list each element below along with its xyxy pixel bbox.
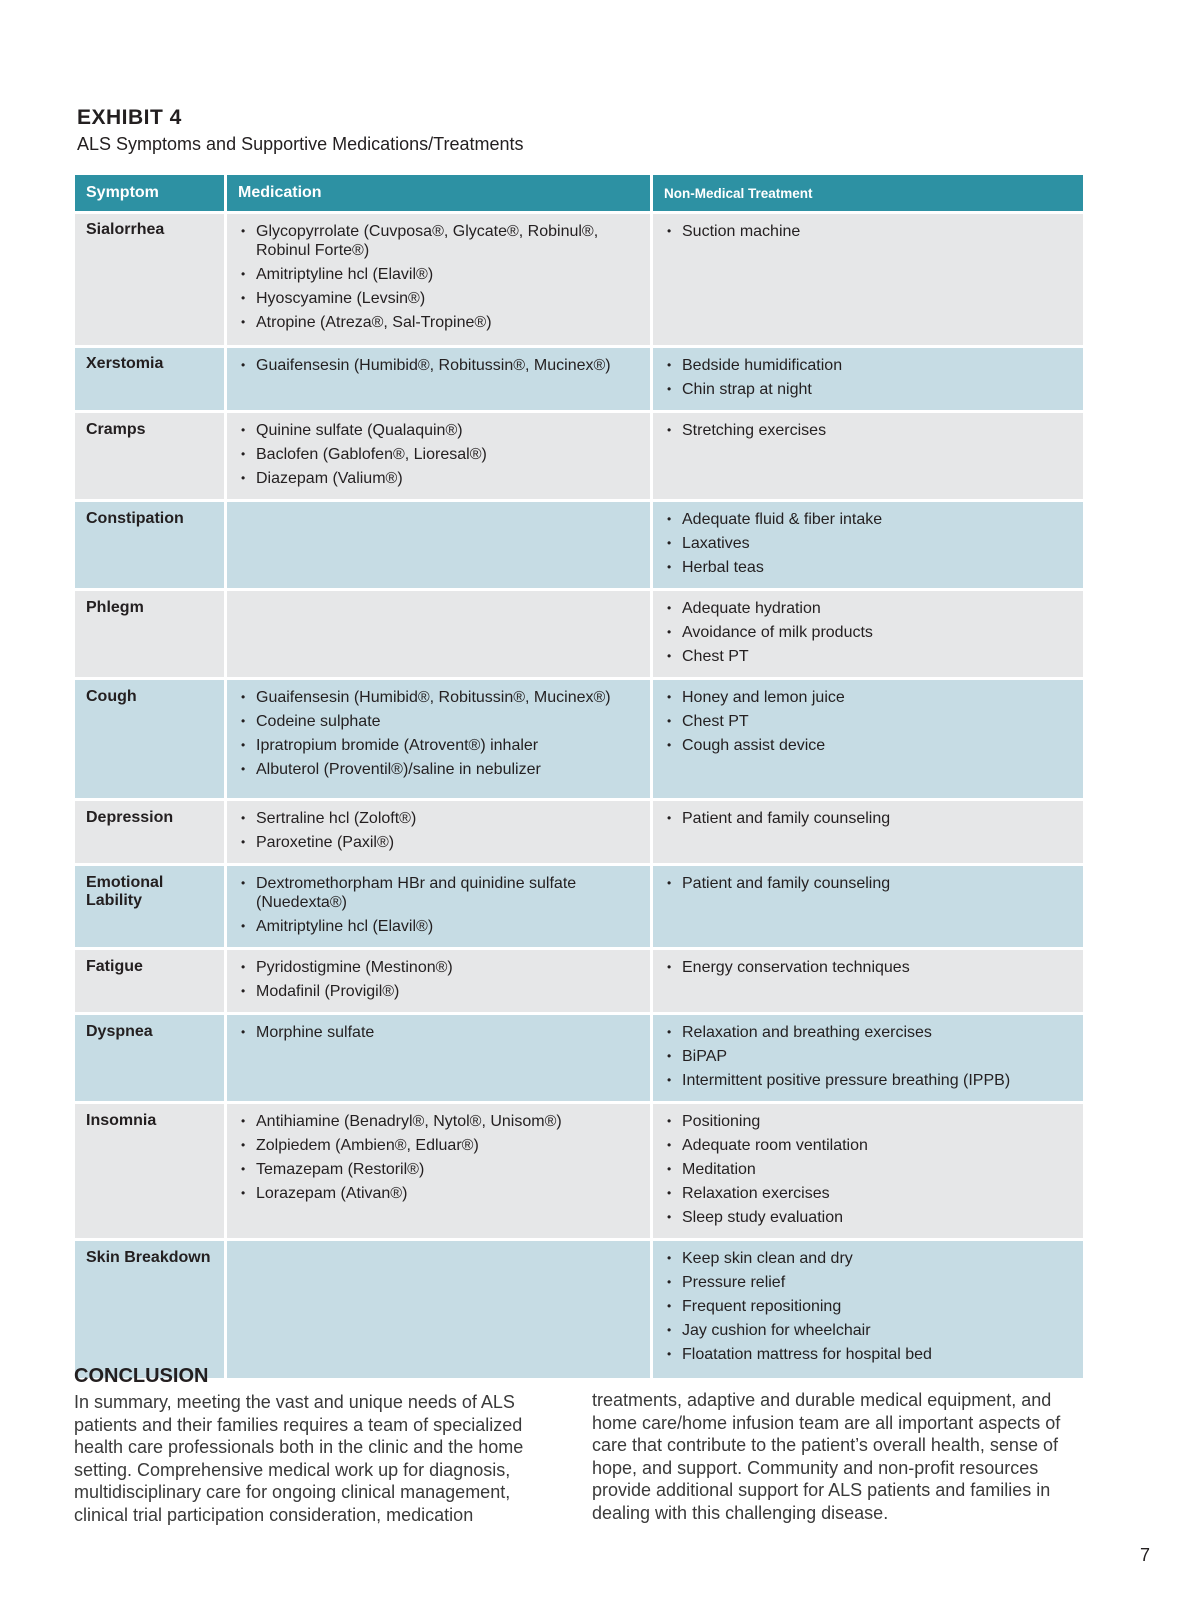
treatment-list [664,809,1071,828]
list-item: • Temazepam (Restoril®) [238,1160,638,1179]
symptom-cell: Dyspnea [75,1012,227,1101]
list-item: • Albuterol (Proventil®)/saline in nebulizer [238,760,638,779]
list-item: • Adequate fluid & fiber intake [664,510,1071,529]
medication-cell [227,947,653,1012]
list-item: • Glycopyrrolate (Cuvposa®, Glycate®, Robinul®, Robinul Forte®) [238,222,638,260]
list-item: • Keep skin clean and dry [664,1249,1071,1268]
table-row [75,1101,1083,1238]
table-row [75,211,1083,345]
treatment-list [664,510,1071,577]
symptom-cell: Sialorrhea [75,211,227,345]
list-item: • Pressure relief [664,1273,1071,1292]
medication-list [238,958,638,1001]
treatment-list [664,356,1071,399]
medication-cell [227,499,653,588]
list-item: • Chest PT [664,647,1071,666]
list-item: • Guaifensesin (Humibid®, Robitussin®, Mucinex®) [238,688,638,707]
treatment-list [664,421,1071,440]
list-item: • Avoidance of milk products [664,623,1071,642]
list-item: • Floatation mattress for hospital bed [664,1345,1071,1364]
header-symptom: Symptom [75,175,227,211]
list-item: • Positioning [664,1112,1071,1131]
medication-cell [227,345,653,410]
conclusion-right-column: treatments, adaptive and durable medical equipment, and home care/home infusion team are all important aspects of care that contribute to the patient’s overall health, sense of hope, and support. Community and non-profit resources provide additional support for ALS patients and families in dealing with this challenging disease. [592,1390,1061,1523]
treatment-cell [653,1238,1083,1378]
table-header-row [75,175,1083,211]
table-row [75,1238,1083,1378]
table-row [75,588,1083,677]
medication-cell [227,1238,653,1378]
list-item: • Adequate hydration [664,599,1071,618]
conclusion-left-column: In summary, meeting the vast and unique needs of ALS patients and their families requires a team of specialized health care professionals both in the clinic and the home setting. Comprehensive medical work up for diagnosis, multidisciplinary care for ongoing clinical management, clinical trial participation consideration, medication [74,1392,524,1525]
list-item: • Adequate room ventilation [664,1136,1071,1155]
table-row [75,345,1083,410]
list-item: • Chest PT [664,712,1071,731]
symptom-cell: Cough [75,677,227,798]
treatment-list [664,688,1071,755]
list-item: • Antihiamine (Benadryl®, Nytol®, Unisom®) [238,1112,638,1131]
symptom-cell: Depression [75,798,227,863]
medication-list [238,421,638,488]
treatment-cell [653,588,1083,677]
list-item: • Baclofen (Gablofen®, Lioresal®) [238,445,638,464]
symptom-cell: Cramps [75,410,227,499]
list-item: • Atropine (Atreza®, Sal-Tropine®) [238,313,638,332]
list-item: • Patient and family counseling [664,809,1071,828]
table-row [75,947,1083,1012]
page-number: 7 [1140,1545,1151,1565]
header-medication: Medication [227,175,653,211]
symptom-cell: Insomnia [75,1101,227,1238]
list-item: • Sertraline hcl (Zoloft®) [238,809,638,828]
medication-list [238,809,638,852]
list-item: • Amitriptyline hcl (Elavil®) [238,265,638,284]
treatment-cell [653,677,1083,798]
exhibit-subtitle: ALS Symptoms and Supportive Medications/Treatments [77,134,524,154]
list-item: • Lorazepam (Ativan®) [238,1184,638,1203]
medication-cell [227,1101,653,1238]
list-item: • Energy conservation techniques [664,958,1071,977]
table-row [75,410,1083,499]
treatment-cell [653,1101,1083,1238]
treatment-list [664,1112,1071,1227]
list-item: • Jay cushion for wheelchair [664,1321,1071,1340]
list-item: • Bedside humidification [664,356,1071,375]
header-non-medical-treatment: Non-Medical Treatment [653,175,1083,211]
list-item: • Chin strap at night [664,380,1071,399]
list-item: • Relaxation and breathing exercises [664,1023,1071,1042]
medication-list [238,688,638,779]
treatment-list [664,958,1071,977]
list-item: • Stretching exercises [664,421,1071,440]
medication-cell [227,798,653,863]
symptom-cell: Constipation [75,499,227,588]
treatment-cell [653,947,1083,1012]
table-row [75,863,1083,947]
list-item: • Paroxetine (Paxil®) [238,833,638,852]
treatment-list [664,874,1071,893]
symptom-cell: Fatigue [75,947,227,1012]
list-item: • Herbal teas [664,558,1071,577]
list-item: • Dextromethorpham HBr and quinidine sulfate (Nuedexta®) [238,874,638,912]
treatment-cell [653,1012,1083,1101]
list-item: • Intermittent positive pressure breathing (IPPB) [664,1071,1071,1090]
list-item: • Diazepam (Valium®) [238,469,638,488]
treatment-cell [653,211,1083,345]
treatment-cell [653,410,1083,499]
medication-cell [227,1012,653,1101]
list-item: • Amitriptyline hcl (Elavil®) [238,917,638,936]
symptom-cell: Xerstomia [75,345,227,410]
treatment-cell [653,863,1083,947]
list-item: • Codeine sulphate [238,712,638,731]
medication-cell [227,211,653,345]
medication-cell [227,863,653,947]
exhibit-title: EXHIBIT 4 [77,106,182,129]
treatment-list [664,222,1071,241]
list-item: • Patient and family counseling [664,874,1071,893]
medication-cell [227,410,653,499]
treatment-cell [653,499,1083,588]
treatment-list [664,1249,1071,1364]
list-item: • Pyridostigmine (Mestinon®) [238,958,638,977]
treatment-cell [653,345,1083,410]
treatment-list [664,1023,1071,1090]
symptom-cell: Phlegm [75,588,227,677]
list-item: • Quinine sulfate (Qualaquin®) [238,421,638,440]
list-item: • Zolpiedem (Ambien®, Edluar®) [238,1136,638,1155]
table-row [75,499,1083,588]
medication-cell [227,588,653,677]
medication-list [238,356,638,375]
list-item: • Cough assist device [664,736,1071,755]
medication-list [238,1023,638,1042]
medication-list [238,874,638,936]
treatment-cell [653,798,1083,863]
list-item: • Guaifensesin (Humibid®, Robitussin®, Mucinex®) [238,356,638,375]
list-item: • Morphine sulfate [238,1023,638,1042]
table-row [75,798,1083,863]
list-item: • Suction machine [664,222,1071,241]
table-row [75,677,1083,798]
list-item: • Modafinil (Provigil®) [238,982,638,1001]
list-item: • Relaxation exercises [664,1184,1071,1203]
list-item: • Frequent repositioning [664,1297,1071,1316]
treatment-list [664,599,1071,666]
list-item: • Ipratropium bromide (Atrovent®) inhaler [238,736,638,755]
table-row [75,1012,1083,1101]
medication-list [238,222,638,332]
list-item: • Hyoscyamine (Levsin®) [238,289,638,308]
list-item: • Sleep study evaluation [664,1208,1071,1227]
conclusion-title: CONCLUSION [74,1365,209,1387]
symptoms-table [75,175,1083,1378]
list-item: • BiPAP [664,1047,1071,1066]
symptom-cell: Skin Breakdown [75,1238,227,1378]
list-item: • Meditation [664,1160,1071,1179]
medication-list [238,1112,638,1203]
medication-cell [227,677,653,798]
list-item: • Honey and lemon juice [664,688,1071,707]
list-item: • Laxatives [664,534,1071,553]
symptom-cell: Emotional Lability [75,863,227,947]
